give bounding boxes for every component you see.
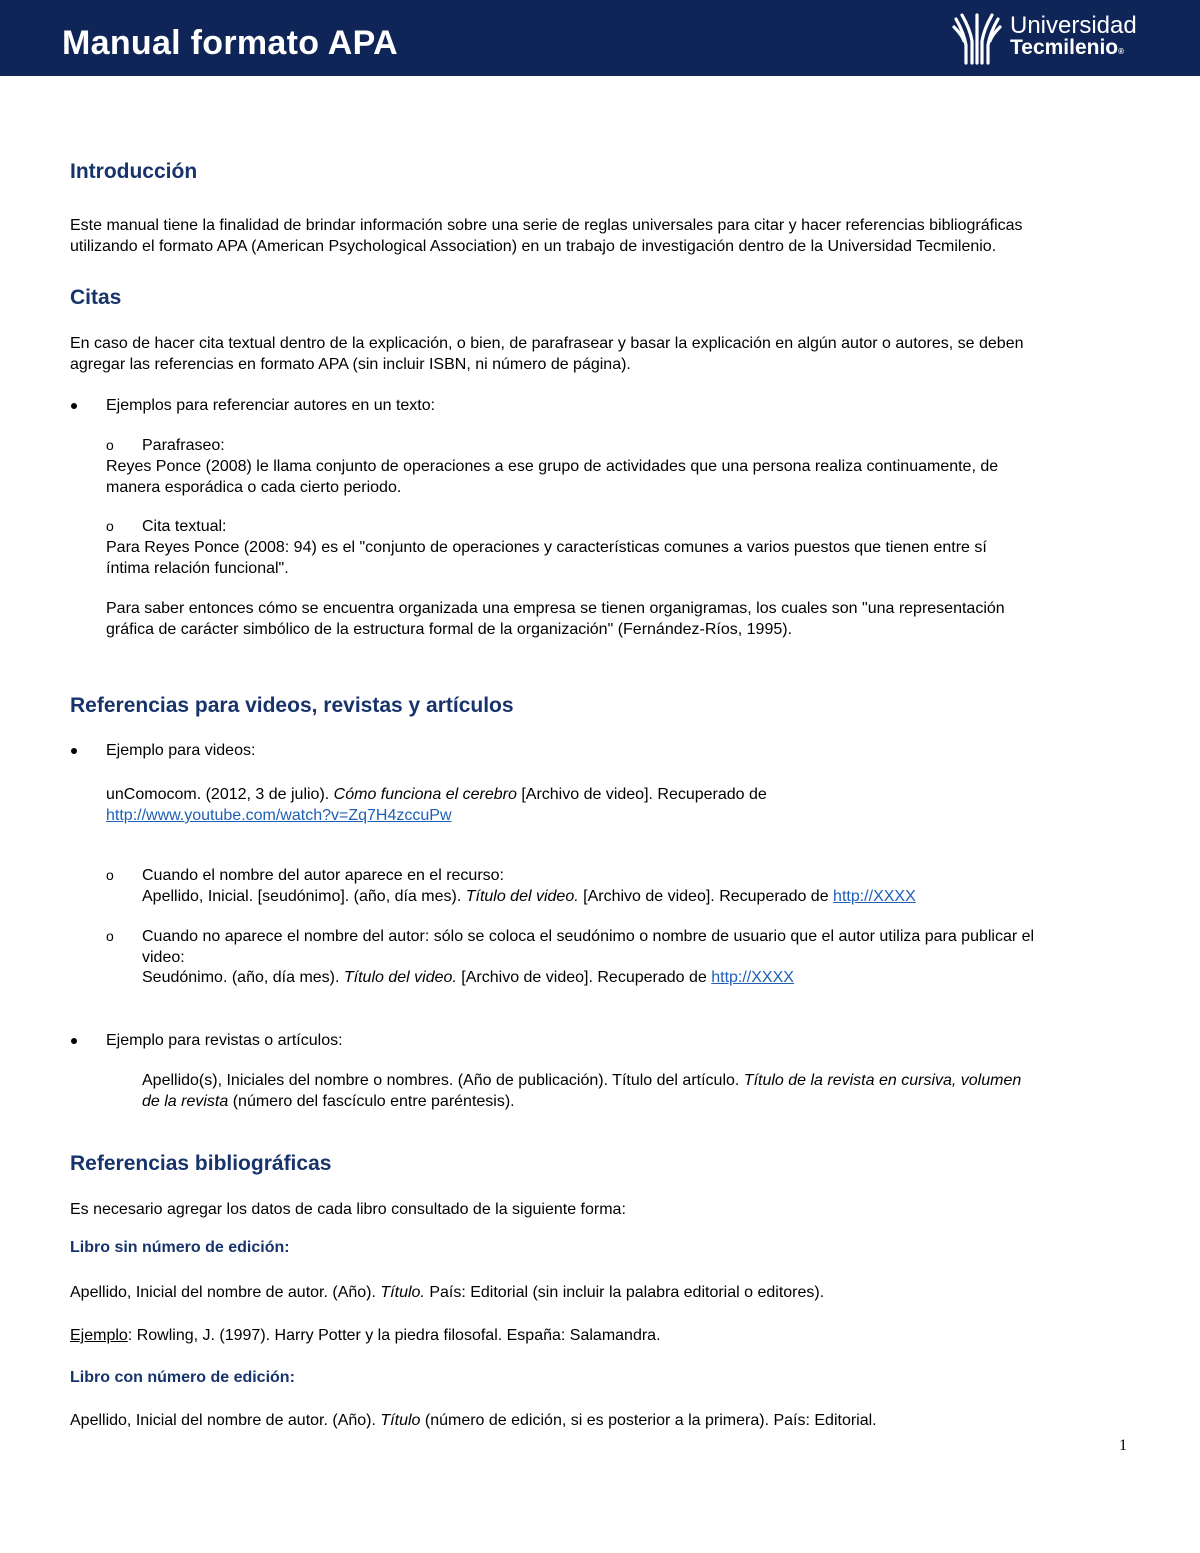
bullet-icon xyxy=(71,403,77,409)
page-number: 1 xyxy=(1119,1437,1127,1454)
citas-line1: En caso de hacer cita textual dentro de la explicación, o bien, de parafrasear y basar la explicación en algún autor o autores, se deben xyxy=(70,335,1024,352)
circle-bullet-icon: o xyxy=(106,437,114,453)
parafraseo-label: Parafraseo: xyxy=(142,437,225,454)
sin-edicion-title: Título. xyxy=(380,1284,425,1301)
revista-italic2: de la revista xyxy=(142,1093,229,1110)
biblio-intro: Es necesario agregar los datos de cada libro consultado de la siguiente forma: xyxy=(70,1201,626,1218)
ejemplo-label: Ejemplo xyxy=(70,1327,128,1344)
sin-edicion-pre: Apellido, Inicial del nombre de autor. (Año). xyxy=(70,1284,381,1301)
video-example-link[interactable]: http://www.youtube.com/watch?v=Zq7H4zccuPw xyxy=(106,807,452,824)
circle-bullet-icon: o xyxy=(106,518,114,534)
cita-textual-line2: íntima relación funcional". xyxy=(106,560,289,577)
revista-format-line1 xyxy=(142,1071,1021,1091)
con-edicion-pre: Apellido, Inicial del nombre de autor. (Año). xyxy=(70,1412,381,1429)
con-edicion-format xyxy=(70,1411,877,1431)
con-edicion-title: Título xyxy=(380,1412,421,1429)
revista-pre: Apellido(s), Iniciales del nombre o nombres. (Año de publicación). Título del artículo. xyxy=(142,1072,744,1089)
video-example-pre: unComocom. (2012, 3 de julio). xyxy=(106,786,334,803)
sin-edicion-example xyxy=(70,1326,661,1346)
citas-heading: Citas xyxy=(70,286,122,309)
video-case1-title: Título del video. xyxy=(465,888,579,905)
bullet-icon xyxy=(71,748,77,754)
document-header xyxy=(0,0,1200,76)
intro-heading: Introducción xyxy=(70,160,198,183)
citas-line2: agregar las referencias en formato APA (sin incluir ISBN, ni número de página). xyxy=(70,356,631,373)
revista-format-line2 xyxy=(142,1092,515,1112)
video-case2-post: [Archivo de video]. Recuperado de xyxy=(456,969,712,986)
con-edicion-label: Libro con número de edición: xyxy=(70,1369,295,1386)
sin-edicion-post: País: Editorial (sin incluir la palabra editorial o editores). xyxy=(424,1284,825,1301)
logo-line1: Universidad xyxy=(1010,12,1137,39)
logo-line2: Tecmilenio xyxy=(1010,36,1119,59)
intro-line1: Este manual tiene la finalidad de brindar información sobre una serie de reglas universales para citar y hacer referencias bibliográficas xyxy=(70,217,1023,234)
cita-textual-line4: gráfica de carácter simbólico de la estructura formal de la organización" (Fernández-Ríos, 1995). xyxy=(106,621,793,638)
sin-edicion-label: Libro sin número de edición: xyxy=(70,1239,290,1256)
video-case1-post: [Archivo de video]. Recuperado de xyxy=(578,888,834,905)
tecmilenio-logo-mark-icon xyxy=(952,11,1002,67)
video-case2-label: Cuando no aparece el nombre del autor: sólo se coloca el seudónimo o nombre de usuario que el autor utiliza para publicar el xyxy=(142,928,1035,945)
video-example-post: [Archivo de video]. Recuperado de xyxy=(516,786,767,803)
cita-textual-label: Cita textual: xyxy=(142,518,227,535)
document-title: Manual formato APA xyxy=(62,24,398,62)
con-edicion-post: (número de edición, si es posterior a la primera). País: Editorial. xyxy=(420,1412,877,1429)
videos-bullet2: Ejemplo para revistas o artículos: xyxy=(106,1032,343,1049)
logo-mark: ® xyxy=(1118,47,1125,56)
parafraseo-line1: Reyes Ponce (2008) le llama conjunto de operaciones a ese grupo de actividades que una persona realiza continuamente, de xyxy=(106,458,999,475)
intro-line2: utilizando el formato APA (American Psychological Association) en un trabajo de investigación dentro de la Universidad Tecmilenio. xyxy=(70,238,997,255)
sin-edicion-format xyxy=(70,1283,824,1303)
ejemplo-text: : Rowling, J. (1997). Harry Potter y la piedra filosofal. España: Salamandra. xyxy=(127,1327,661,1344)
tecmilenio-logo xyxy=(952,9,1142,69)
videos-bullet1: Ejemplo para videos: xyxy=(106,742,256,759)
bullet-icon xyxy=(71,1038,77,1044)
video-case1-pre: Apellido, Inicial. [seudónimo]. (año, día mes). xyxy=(142,888,466,905)
video-example-title: Cómo funciona el cerebro xyxy=(333,786,517,803)
video-case1-label: Cuando el nombre del autor aparece en el recurso: xyxy=(142,867,504,884)
video-case2-format xyxy=(142,968,794,988)
video-case1-format xyxy=(142,887,916,907)
video-example xyxy=(106,785,767,805)
video-case2-title: Título del video. xyxy=(343,969,457,986)
videos-heading: Referencias para videos, revistas y artículos xyxy=(70,694,514,717)
revista-italic: Título de la revista en cursiva, volumen xyxy=(743,1072,1022,1089)
cita-textual-line3: Para saber entonces cómo se encuentra organizada una empresa se tienen organigramas, los cuales son "una representación xyxy=(106,600,1005,617)
cita-textual-line1: Para Reyes Ponce (2008: 94) es el "conjunto de operaciones y características comunes a varios puestos que tienen entre sí xyxy=(106,539,987,556)
video-case2-pre: Seudónimo. (año, día mes). xyxy=(142,969,344,986)
biblio-heading: Referencias bibliográficas xyxy=(70,1152,332,1175)
video-case2-label2: video: xyxy=(142,949,185,966)
video-case1-link[interactable]: http://XXXX xyxy=(833,888,916,905)
circle-bullet-icon: o xyxy=(106,928,114,944)
video-case2-link[interactable]: http://XXXX xyxy=(711,969,794,986)
parafraseo-line2: manera esporádica o cada cierto periodo. xyxy=(106,479,402,496)
revista-post: (número del fascículo entre paréntesis). xyxy=(228,1093,515,1110)
circle-bullet-icon: o xyxy=(106,867,114,883)
citas-bullet1: Ejemplos para referenciar autores en un texto: xyxy=(106,397,436,414)
